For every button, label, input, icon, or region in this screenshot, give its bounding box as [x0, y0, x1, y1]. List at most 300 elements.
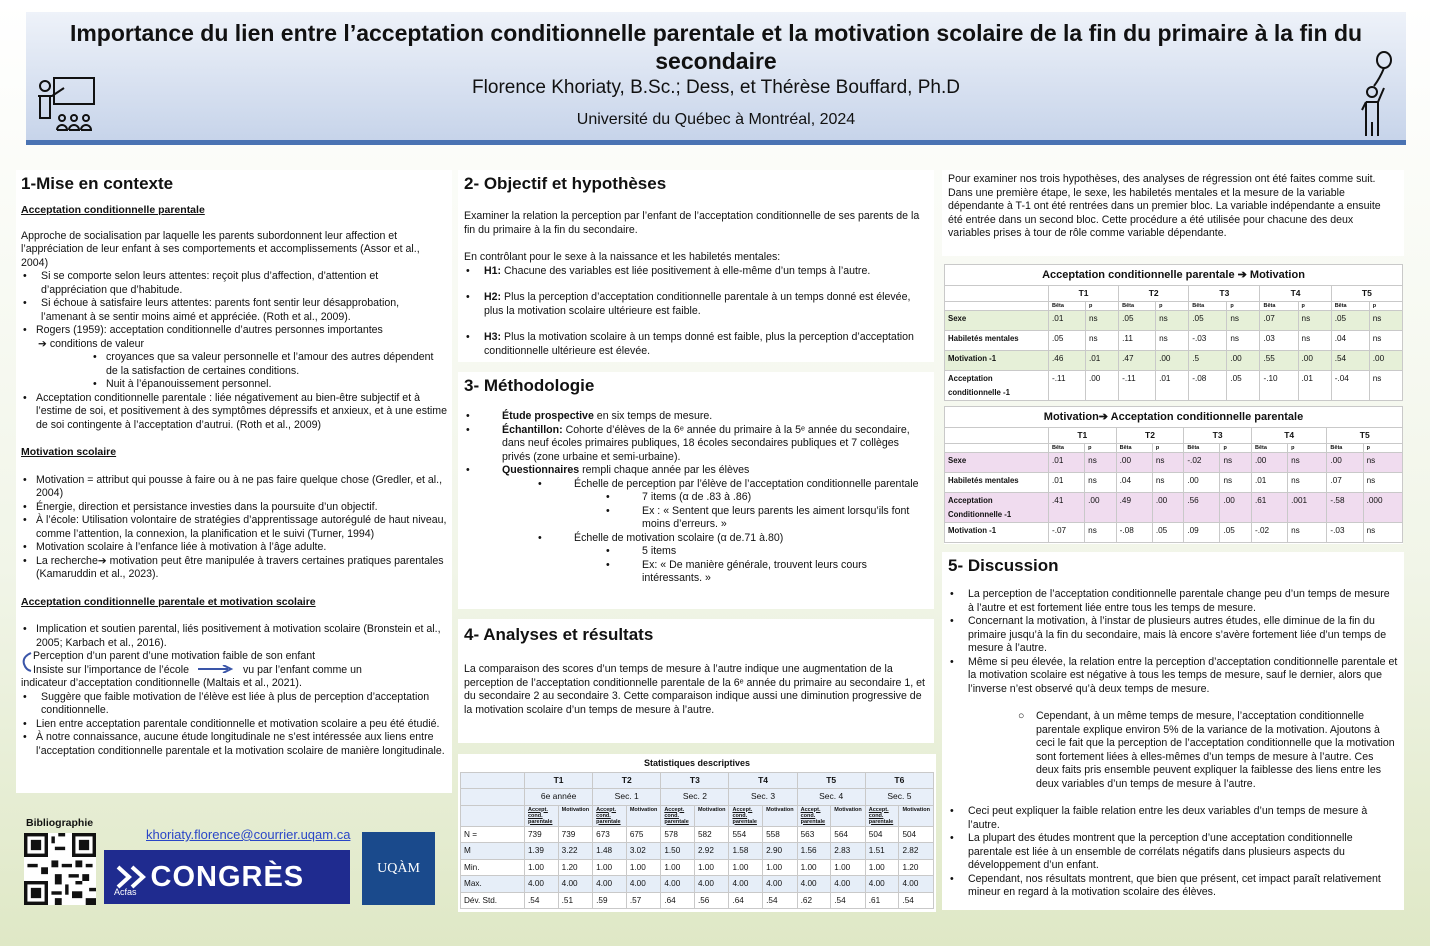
bullet: • Cependant, nos résultats montrent, que bien que présent, cet impact paraît relativement mineur en regard à la motivation scolaire des élèves.	[948, 873, 1398, 900]
table-cell: 1.00	[865, 859, 899, 876]
contact-email-link[interactable]: khoriaty.florence@courrier.uqam.ca	[146, 827, 351, 842]
beta-header: Bêta	[1049, 302, 1086, 311]
subheading: Motivation scolaire	[21, 446, 117, 458]
table-cell: .5	[1189, 351, 1227, 371]
section-title: 1-Mise en contexte	[21, 174, 174, 193]
table-cell: -.08	[1189, 371, 1227, 401]
table-cell: 4.00	[694, 876, 729, 893]
poster-affiliation: Université du Québec à Montréal, 2024	[576, 111, 856, 128]
table-cell: -.11	[1049, 371, 1086, 401]
table-cell: ns	[1288, 453, 1327, 473]
table-cell: 4.00	[525, 876, 559, 893]
grade-header: 6e année	[525, 789, 593, 806]
table-cell: ns	[1220, 473, 1252, 493]
table-cell: 1.00	[694, 859, 729, 876]
bullet: • Échelle de motivation scolaire (α de.71 à.80)	[536, 532, 928, 546]
table-cell: .00	[1369, 351, 1402, 371]
time-header: T2	[1116, 427, 1184, 444]
poster-authors: Florence Khoriaty, B.Sc.; Dess, et Thérèse Bouffard, Ph.D	[472, 77, 960, 98]
grade-header: Sec. 3	[729, 789, 797, 806]
table-cell: 1.00	[831, 859, 866, 876]
table-corner	[461, 789, 525, 806]
table-cell: ns	[1152, 453, 1184, 473]
paragraph: Approche de socialisation par laquelle les parents subordonnent leur affection et l’appréciation de leur enfant à ses comportements et accomplissements (Assor et al., 2004)	[21, 229, 420, 269]
table-cell: .51	[558, 892, 593, 909]
table-cell: 1.48	[593, 843, 627, 860]
time-header: T2	[593, 772, 661, 789]
bullet: • Implication et soutien parental, liés positivement à motivation scolaire (Bronstein et al., 2005; Karbach et al., 2016).	[21, 623, 447, 650]
qr-code[interactable]	[24, 833, 96, 905]
table-cell: ns	[1152, 473, 1184, 493]
table-row	[945, 473, 1403, 493]
table-cell: .00	[1227, 351, 1260, 371]
section-title: 5- Discussion	[948, 556, 1059, 575]
table-cell: ns	[1363, 453, 1402, 473]
bullet: • Échelle de perception par l’élève de l’acceptation conditionnelle parentale	[536, 478, 928, 492]
table-cell: 504	[899, 826, 934, 843]
table-cell: 4.00	[558, 876, 593, 893]
row-label: Habiletés mentales	[945, 331, 1049, 351]
table-row	[945, 351, 1403, 371]
time-header: T1	[1049, 427, 1117, 444]
table-cell: 4.00	[899, 876, 934, 893]
bullet: • Ex: « De manière générale, trouvent leurs cours intéressants. »	[604, 559, 928, 586]
person-balloon-icon	[1356, 50, 1396, 140]
p-header: p	[1156, 302, 1189, 311]
table-cell: ns	[1369, 311, 1402, 331]
table-row	[945, 453, 1403, 473]
time-header: T1	[525, 772, 593, 789]
table-cell: .05	[1227, 371, 1260, 401]
table-cell: 2.82	[899, 843, 934, 860]
row-label: Motivation -1	[945, 351, 1049, 371]
bullet: • Suggère que faible motivation de l’élève est liée à plus de perception d’acceptation conditionnelle.	[21, 691, 447, 718]
table-cell: 1.51	[865, 843, 899, 860]
table-cell: .64	[729, 892, 763, 909]
table-cell: ns	[1363, 473, 1402, 493]
table-cell: 1.00	[525, 859, 559, 876]
table-cell: ns	[1288, 523, 1327, 543]
table-cell: -.04	[1331, 371, 1369, 401]
table-title: Acceptation conditionnelle parentale ➔ Motivation	[944, 264, 1403, 285]
table-cell: .00	[1156, 351, 1189, 371]
table-cell: ns	[1298, 311, 1331, 331]
hypothesis-1: • H1: Chacune des variables est liée positivement à elle-même d’un temps à l’autre.	[464, 265, 928, 279]
hypothesis-3: • H3: Plus la motivation scolaire à un temps donné est faible, plus la perception d’acceptation conditionnelle ultérieure est élevée.	[464, 331, 928, 358]
table-cell: .57	[626, 892, 661, 909]
table-cell: ns	[1220, 453, 1252, 473]
col-header: Motivation	[626, 805, 661, 826]
time-header: T3	[1184, 427, 1252, 444]
text-inline: Insiste sur l’importance de l’école	[33, 663, 190, 676]
table-cell: .61	[865, 892, 899, 909]
row-label: Max.	[461, 876, 525, 893]
table-cell: 1.39	[525, 843, 559, 860]
regression-table-acc-to-mot	[944, 264, 1403, 398]
table-cell: ns	[1085, 523, 1117, 543]
subheading: Acceptation conditionnelle parentale et motivation scolaire	[21, 595, 316, 608]
bullet: • 7 items (α de .83 à .86)	[604, 491, 928, 505]
beta-header: Bêta	[1327, 444, 1363, 453]
table-cell: .11	[1119, 331, 1156, 351]
table-cell: 4.00	[797, 876, 831, 893]
table-cell: .56	[1184, 493, 1220, 523]
bullet: • Énergie, direction et persistance investies dans la poursuite d’un objectif.	[21, 501, 447, 515]
bullet: • Si se comporte selon leurs attentes: reçoit plus d’affection, d’attention et d’appréciation que d’habitude.	[21, 270, 447, 297]
table-corner	[461, 772, 525, 789]
beta-header: Bêta	[1119, 302, 1156, 311]
hypothesis-2: • H2: Plus la perception d’acceptation conditionnelle parentale à un temps donné est élevée, plus la motivation scolaire ultérieure est faible.	[464, 291, 928, 318]
table-cell: ns	[1227, 311, 1260, 331]
p-header: p	[1363, 444, 1402, 453]
table-row	[461, 876, 934, 893]
bullet: • Ex : « Sentent que leurs parents les aiment lorsqu’ils font moins d’erreurs. »	[604, 505, 928, 532]
table-cell: 1.56	[797, 843, 831, 860]
table-cell: .54	[763, 892, 798, 909]
col-header: Motivation	[899, 805, 934, 826]
p-header: p	[1369, 302, 1402, 311]
table-cell: ns	[1085, 331, 1118, 351]
row-label: Min.	[461, 859, 525, 876]
bullet: • La perception de l’acceptation conditionnelle parentale change peu d’un temps de mesure à l’autre et est fortement liée entre tous les temps de mesure.	[948, 588, 1398, 615]
p-header: p	[1288, 444, 1327, 453]
table-cell: ns	[1156, 331, 1189, 351]
bullet: • Questionnaires rempli chaque année par les élèves	[464, 464, 928, 478]
table-cell: ns	[1363, 523, 1402, 543]
table-cell: -.11	[1119, 371, 1156, 401]
table-cell: 1.00	[661, 859, 695, 876]
table-cell: .07	[1327, 473, 1363, 493]
beta-header: Bêta	[1049, 444, 1085, 453]
table-cell: -.02	[1251, 523, 1287, 543]
table-cell: .00	[1085, 493, 1117, 523]
table-cell: 1.00	[729, 859, 763, 876]
teacher-icon	[34, 74, 100, 138]
table-cell: .000	[1363, 493, 1402, 523]
table-cell: .54	[831, 892, 866, 909]
table-cell: .54	[525, 892, 559, 909]
table-cell: 3.02	[626, 843, 661, 860]
table-cell: .01	[1156, 371, 1189, 401]
table-cell: 1.20	[899, 859, 934, 876]
table-cell: .04	[1331, 331, 1369, 351]
table-cell: 675	[626, 826, 661, 843]
table-cell: 4.00	[763, 876, 798, 893]
table-cell: ns	[1085, 453, 1117, 473]
section-results	[458, 619, 934, 743]
table-cell: 4.00	[626, 876, 661, 893]
poster-header	[26, 12, 1406, 145]
col-header: Motivation	[558, 805, 593, 826]
table-cell: .01	[1049, 311, 1086, 331]
table-cell: .56	[694, 892, 729, 909]
table-cell: .00	[1298, 351, 1331, 371]
table-cell: .01	[1049, 453, 1085, 473]
table-cell: -.03	[1327, 523, 1363, 543]
table-cell: ns	[1369, 371, 1402, 401]
paragraph: La comparaison des scores d’un temps de mesure à l’autre indique une augmentation de la perception de l’acceptation conditionnelle parentale de la 6ᵉ année du primaire au secondaire 1, et du secondaire 2 au secondaire 3. Cette comparaison indique aussi une diminution progressive de la motivation scolaire d’un temps de mesure à l’autre.	[464, 663, 925, 716]
table-cell: ns	[1156, 311, 1189, 331]
col-header: Accept. cond. parentale	[865, 805, 899, 826]
row-label: Sexe	[945, 311, 1049, 331]
table-row	[461, 859, 934, 876]
beta-header: Bêta	[1251, 444, 1287, 453]
table-row	[945, 523, 1403, 543]
col-header: Accept. cond. parentale	[797, 805, 831, 826]
table-cell: -.02	[1184, 453, 1220, 473]
analysis-intro	[942, 170, 1404, 256]
table-cell: .01	[1251, 473, 1287, 493]
table-cell: .46	[1049, 351, 1086, 371]
table-cell: .05	[1119, 311, 1156, 331]
bullet: • À l’école: Utilisation volontaire de stratégies d’apprentissage autorégulé de haut niveau, comme l’attention, la connexion, la planification et le suivi (Turner, 1994)	[21, 514, 447, 541]
bullet: • La recherche➔ motivation peut être manipulée à travers certaines pratiques parentales (Kamaruddin et al., 2023).	[21, 555, 447, 582]
beta-header: Bêta	[1331, 302, 1369, 311]
p-header: p	[1220, 444, 1252, 453]
table-cell: 554	[729, 826, 763, 843]
bullet: • 5 items	[604, 545, 928, 559]
beta-header: Bêta	[1189, 302, 1227, 311]
table-cell: .55	[1260, 351, 1298, 371]
table-cell: 739	[525, 826, 559, 843]
table-row	[945, 311, 1403, 331]
bullet: • Si échoue à satisfaire leurs attentes: parents font sentir leur désapprobation, l’amenant à se sentir moins aimé et appréciée. (Roth et al., 2009).	[21, 297, 447, 324]
row-label: M	[461, 843, 525, 860]
bullet: • Acceptation conditionnelle parentale : liée négativement au bien-être subjectif et à l’estime de soi, et positivement à des symptômes dépressifs et anxieux, et à une estime de soi contingente à l’acceptation d’autrui. (Roth et al., 2009)	[21, 392, 447, 433]
acfas-label: Acfas	[114, 887, 137, 897]
col-header: Accept. cond. parentale	[661, 805, 695, 826]
time-header: T3	[1189, 285, 1260, 302]
bullet: • À notre connaissance, aucune étude longitudinale ne s’est intéressée aux liens entre l’acceptation conditionnelle parentale et la motivation scolaire de manière longitudinale.	[21, 731, 447, 758]
table-cell: .00	[1184, 473, 1220, 493]
bullet: • Nuit à l’épanouissement personnel.	[91, 378, 447, 392]
table-cell: 4.00	[729, 876, 763, 893]
table-corner	[945, 444, 1049, 453]
descriptive-stats-table	[458, 754, 936, 912]
section-title: 3- Méthodologie	[464, 376, 595, 395]
table-row	[461, 843, 934, 860]
table-cell: .00	[1251, 453, 1287, 473]
table-cell: .07	[1260, 311, 1298, 331]
p-header: p	[1085, 444, 1117, 453]
section-methodology	[458, 372, 934, 609]
table-cell: -.58	[1327, 493, 1363, 523]
table-cell: ns	[1085, 473, 1117, 493]
time-header: T4	[729, 772, 797, 789]
table-cell: -.08	[1116, 523, 1152, 543]
table-cell: .01	[1298, 371, 1331, 401]
regression-table-mot-to-acc	[944, 406, 1403, 544]
table-row	[945, 331, 1403, 351]
table-cell: ns	[1369, 331, 1402, 351]
table-row	[945, 371, 1403, 401]
col-header: Motivation	[763, 805, 798, 826]
congres-label: CONGRÈS	[150, 860, 305, 893]
table-row	[945, 493, 1403, 523]
p-header: p	[1085, 302, 1118, 311]
section-context	[16, 170, 452, 793]
table-cell: .05	[1220, 523, 1252, 543]
beta-header: Bêta	[1260, 302, 1298, 311]
table-title: Statistiques descriptives	[643, 758, 751, 768]
bullet: • Échantillon: Cohorte d’élèves de la 6ᵉ année du primaire à la 5ᵉ année du secondaire, dans neuf écoles primaires publiques, 18 écoles secondaires publiques et 7 collèges privés (zone urbaine et semi-urbaine).	[464, 424, 928, 465]
curved-arrow-icon	[21, 651, 33, 675]
table-cell: 4.00	[593, 876, 627, 893]
table-cell: .41	[1049, 493, 1085, 523]
table-cell: .01	[1049, 473, 1085, 493]
table-corner	[945, 302, 1049, 311]
table-cell: 2.90	[763, 843, 798, 860]
table-cell: 558	[763, 826, 798, 843]
table-title: Motivation➔ Acceptation conditionnelle parentale	[944, 406, 1403, 427]
table-cell: .03	[1260, 331, 1298, 351]
sub-bullet: ○ Cependant, à un même temps de mesure, l’acceptation conditionnelle parentale explique environ 5% de la variance de la motivation. Ajoutons à ceci le fait que la perception de l’acceptation conditionnelle que la motivation sont fortement liées à elles-mêmes d’un temps de mesure à l’autre. Ces deux faits pris ensemble peuvent expliquer la faiblesse des liens entre les deux variables d’un temps de mesure à l’autre.	[1018, 710, 1395, 790]
table-cell: 1.00	[797, 859, 831, 876]
time-header: T1	[1049, 285, 1119, 302]
poster-title: Importance du lien entre l’acceptation conditionnelle parentale et la motivation scolaire de la fin du primaire à la fin du secondaire	[69, 20, 1363, 74]
table-cell: .62	[797, 892, 831, 909]
grade-header: Sec. 5	[865, 789, 933, 806]
table-cell: .00	[1116, 453, 1152, 473]
col-header: Motivation	[694, 805, 729, 826]
bullet: • Rogers (1959): acceptation conditionnelle d’autres personnes importantes	[21, 324, 447, 338]
bullet: • croyances que sa valeur personnelle et l’amour des autres dépendent de la satisfaction de certaines conditions.	[91, 351, 447, 378]
text-inline: vu par l’enfant comme un	[242, 663, 362, 676]
table-cell: 1.20	[558, 859, 593, 876]
table-cell: 2.92	[694, 843, 729, 860]
section-title: 2- Objectif et hypothèses	[464, 174, 667, 193]
p-header: p	[1152, 444, 1184, 453]
grade-header: Sec. 1	[593, 789, 661, 806]
table-cell: ns	[1227, 331, 1260, 351]
time-header: T6	[865, 772, 933, 789]
col-header: Accept. cond. parentale	[525, 805, 559, 826]
paragraph: En contrôlant pour le sexe à la naissance et les habiletés mentales:	[464, 251, 781, 263]
row-label: N =	[461, 826, 525, 843]
bullet: • Ceci peut expliquer la faible relation entre les deux variables d’un temps de mesure à l’autre.	[948, 805, 1398, 832]
table-cell: .00	[1085, 371, 1118, 401]
table-row	[461, 892, 934, 909]
beta-header: Bêta	[1116, 444, 1152, 453]
table-cell: ns	[1298, 331, 1331, 351]
table-cell: .09	[1184, 523, 1220, 543]
table-cell: .54	[899, 892, 934, 909]
table-cell: 1.00	[763, 859, 798, 876]
bullet: • Même si peu élevée, la relation entre la perception d’acceptation conditionnelle parentale et la motivation scolaire est négative à tous les temps de mesure, sauf le dernier, alors que l’inverse n’est observé qu’à deux temps de mesure.	[948, 656, 1398, 697]
table-cell: 3.22	[558, 843, 593, 860]
bullet: • Concernant la motivation, à l’instar de plusieurs autres études, elle diminue de la fin du primaire jusqu’à la fin du secondaire, mais là encore s’avère fortement liée d’un temps de mesure à l’autre.	[948, 615, 1398, 656]
table-cell: .61	[1251, 493, 1287, 523]
section-objective	[458, 170, 934, 362]
table-cell: 739	[558, 826, 593, 843]
table-cell: .04	[1116, 473, 1152, 493]
bullet: • Motivation = attribut qui pousse à faire ou à ne pas faire quelque chose (Gredler, et al., 2004)	[21, 474, 447, 501]
col-header: Accept. cond. parentale	[593, 805, 627, 826]
table-cell: .001	[1288, 493, 1327, 523]
row-label: Motivation -1	[945, 523, 1049, 543]
table-corner	[461, 805, 525, 826]
table-corner	[945, 285, 1049, 302]
row-label: Dév. Std.	[461, 892, 525, 909]
table-cell: .64	[661, 892, 695, 909]
table-cell: 4.00	[831, 876, 866, 893]
col-header: Motivation	[831, 805, 866, 826]
subheading: Acceptation conditionnelle parentale	[21, 204, 205, 216]
uqam-logo: UQÀM	[362, 832, 435, 905]
table-cell: 1.00	[626, 859, 661, 876]
table-cell: -.10	[1260, 371, 1298, 401]
table-cell: 4.00	[865, 876, 899, 893]
time-header: T5	[1331, 285, 1402, 302]
table-cell: 1.58	[729, 843, 763, 860]
time-header: T5	[1327, 427, 1403, 444]
paragraph: Examiner la relation la perception par l’enfant de l’acceptation conditionnelle de ses parents de la fin du primaire à la fin du secondaire.	[464, 210, 920, 236]
table-cell: ns	[1085, 311, 1118, 331]
table-cell: 564	[831, 826, 866, 843]
text-line: Perception d’un parent d’une motivation faible de son enfant	[33, 650, 316, 662]
acfas-congres-logo	[104, 850, 350, 904]
bibliography-label: Bibliographie	[26, 817, 94, 829]
p-header: p	[1227, 302, 1260, 311]
table-cell: 578	[661, 826, 695, 843]
table-cell: .00	[1152, 493, 1184, 523]
table-cell: 2.83	[831, 843, 866, 860]
row-label: Acceptation Conditionnelle -1	[945, 493, 1049, 523]
table-cell: 504	[865, 826, 899, 843]
row-label: Sexe	[945, 453, 1049, 473]
table-cell: .00	[1327, 453, 1363, 473]
time-header: T4	[1251, 427, 1326, 444]
grade-header: Sec. 2	[661, 789, 729, 806]
table-cell: .49	[1116, 493, 1152, 523]
bullet: • Étude prospective en six temps de mesure.	[464, 410, 928, 424]
section-discussion	[942, 552, 1404, 910]
table-cell: .54	[1331, 351, 1369, 371]
col-header: Accept. cond. parentale	[729, 805, 763, 826]
table-cell: ns	[1288, 473, 1327, 493]
table-row	[461, 826, 934, 843]
table-cell: .00	[1220, 493, 1252, 523]
grade-header: Sec. 4	[797, 789, 865, 806]
table-cell: .05	[1049, 331, 1086, 351]
table-cell: 1.50	[661, 843, 695, 860]
table-cell: .05	[1189, 311, 1227, 331]
table-cell: .01	[1085, 351, 1118, 371]
table-cell: .05	[1331, 311, 1369, 331]
table-cell: .47	[1119, 351, 1156, 371]
bullet-sub: ➔ conditions de valeur	[38, 337, 145, 350]
table-cell: .59	[593, 892, 627, 909]
arrow-right-icon	[198, 665, 234, 673]
table-cell: 563	[797, 826, 831, 843]
paragraph: Pour examiner nos trois hypothèses, des analyses de régression ont été faites comme suit. Dans une première étape, le sexe, les habiletés mentales et la mesure de la variable dépendante à T-1 ont été rentrées dans un premier bloc. La variable indépendante a ensuite été entrée dans un second bloc. Cette procédure a été utilisée pour chacune des deux variables prises à tour de rôle comme variable dépendante.	[948, 173, 1381, 239]
beta-header: Bêta	[1184, 444, 1220, 453]
p-header: p	[1298, 302, 1331, 311]
time-header: T2	[1119, 285, 1189, 302]
bullet: • La plupart des études montrent que la perception d’une acceptation conditionnelle parentale est liée à un ensemble de corrélats négatifs dans plusieurs aspects du développement d’un enfant.	[948, 832, 1398, 873]
table-cell: .05	[1152, 523, 1184, 543]
row-label: Acceptation conditionnelle -1	[945, 371, 1049, 401]
table-cell: 4.00	[661, 876, 695, 893]
table-cell: -.03	[1189, 331, 1227, 351]
table-corner	[945, 427, 1049, 444]
section-title: 4- Analyses et résultats	[464, 625, 654, 644]
text-line: indicateur d’acceptation conditionnelle (Maltais et al., 2021).	[21, 677, 302, 689]
bullet: • Lien entre acceptation parentale conditionnelle et motivation scolaire a peu été étudié.	[21, 718, 447, 732]
time-header: T3	[661, 772, 729, 789]
table-cell: 582	[694, 826, 729, 843]
row-label: Habiletés mentales	[945, 473, 1049, 493]
